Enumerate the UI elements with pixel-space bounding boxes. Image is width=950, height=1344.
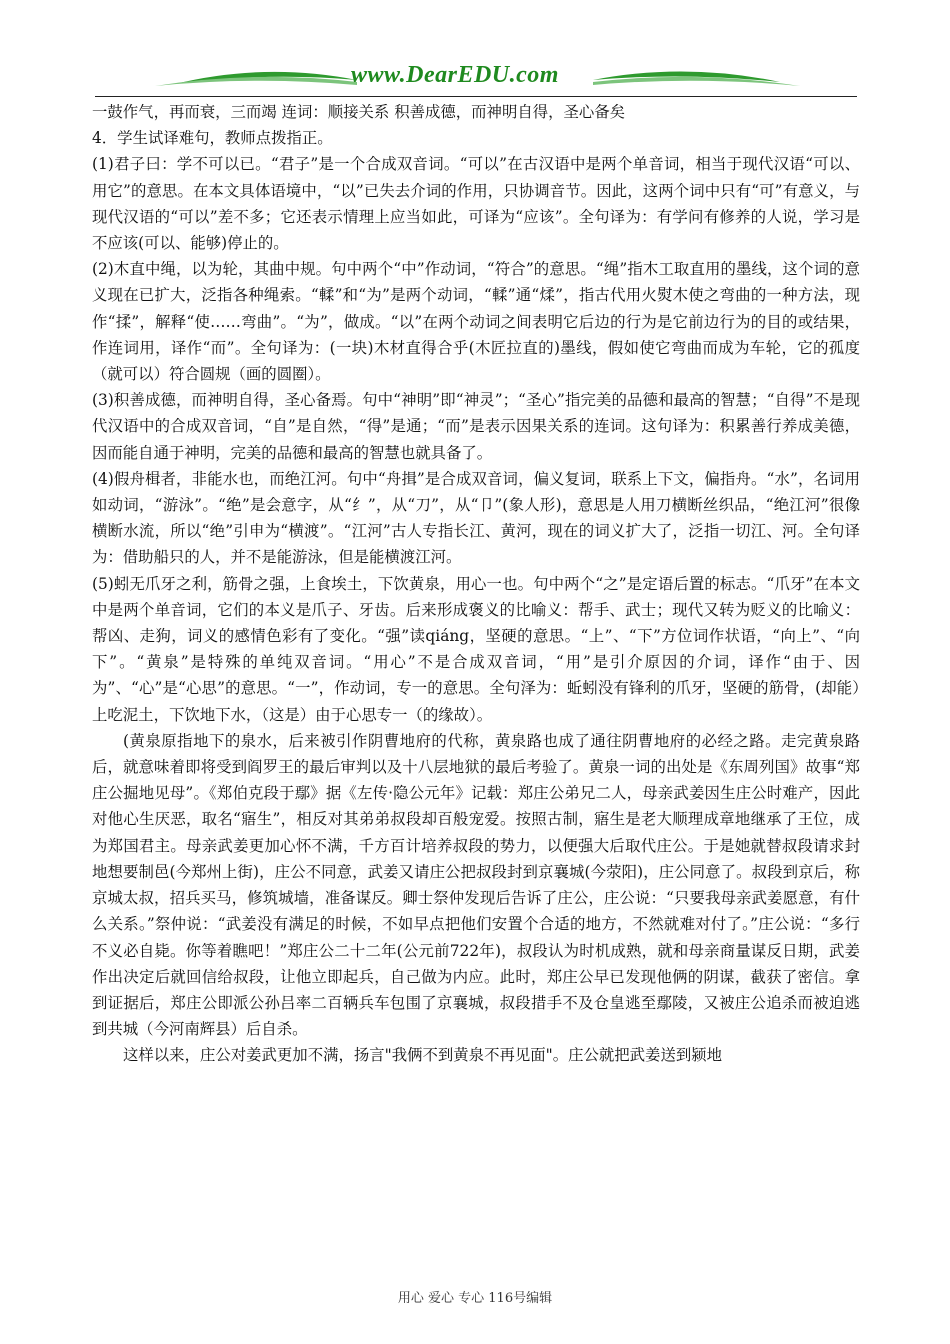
site-header — [95, 58, 857, 98]
paragraph: 一鼓作气，再而衰，三而竭 连词：顺接关系 积善成德，而神明自得，圣心备矣 — [92, 103, 626, 121]
paragraph: (黄泉原指地下的泉水，后来被引作阴曹地府的代称，黄泉路也成了通往阴曹地府的必经之路。走完黄泉路后，就意味着即将受到阎罗王的最后审判以及十八层地狱的最后考验了。黄泉一词的出处是《东周列国》故事“郑庄公掘地见母”。《郑伯克段于鄢》据《左传·隐公元年》记载：郑庄公弟兄二人，母亲武姜因生庄公时难产，因此对他心生厌恶，取名“寤生”，相反对其弟弟叔段却百般宠爱。按照古制，寤生是老大顺理成章地继承了王位，成为郑国君主。母亲武姜更加心怀不满，千方百计培养叔段的势力，以便强大后取代庄公。于是她就替叔段请求封地想要制邑(今郑州上街)，庄公不同意，武姜又请庄公把叔段封到京襄城(今荥阳)，庄公同意了。叔段到京后，称京城太叔，招兵买马，修筑城墙，准备谋反。卿士祭仲发现后告诉了庄公，庄公说：“只要我母亲武姜愿意，有什么关系。”祭仲说：“武姜没有满足的时候，不如早点把他们安置个合适的地方，不然就难对付了。”庄公说：“多行不义必自毙。你等着瞧吧！”郑庄公二十二年(公元前722年)，叔段认为时机成熟，就和母亲商量谋反日期，武姜作出决定后就回信给叔段，让他立即起兵，自己做为内应。此时，郑庄公早已发现他俩的阴谋，截获了密信。拿到证据后，郑庄公即派公孙吕率二百辆兵车包围了京襄城，叔段措手不及仓皇逃至鄢陵，又被庄公追杀而被迫逃到共城（今河南辉县）后自杀。 — [92, 731, 860, 1039]
page-footer: 用心 爱心 专心 116号编辑 — [397, 1291, 553, 1306]
paragraph: (1)君子曰：学不可以已。“君子”是一个合成双音词。“可以”在古汉语中是两个单音词，相当于现代汉语“可以、用它”的意思。在本文具体语境中，“以”已失去介词的作用，只协调音节。因此，这两个词中只有“可”有意义，与现代汉语的“可以”差不多；它还表示情理上应当如此，可译为“应该”。全句译为：有学问有修养的人说，学习是不应该(可以、能够)停止的。 — [92, 155, 860, 253]
site-logo: www.DearEDU.com — [351, 62, 559, 88]
paragraph: (4)假舟楫者，非能水也，而绝江河。句中“舟揖”是合成双音词，偏义复词，联系上下文，偏指舟。“水”，名词用如动词，“游泳”。“绝”是会意字，从“纟”，从“刀”，从“卩”(象人形)，意思是人用刀横断丝织品，“绝江河”很像横断水流，所以“绝”引申为“横渡”。“江河”古人专指长江、黄河，现在的词义扩大了，泛指一切江、河。全句译为：借助船只的人，并不是能游泳，但是能横渡江河。 — [92, 469, 860, 567]
paragraph: (5)蚓无爪牙之利，筋骨之强，上食埃土，下饮黄泉，用心一也。句中两个“之”是定语后置的标志。“爪牙”在本文中是两个单音词，它们的本义是爪子、牙齿。后来形成褒义的比喻义：帮手、武士；现代又转为贬义的比喻义：帮凶、走狗，词义的感情色彩有了变化。“强”读qiáng，坚硬的意思。“上”、“下”方位词作状语，“向上”、“向下”。“黄泉”是特殊的单纯双音词。“用心”不是合成双音词，“用”是引介原因的介词，译作“由于、因为”、“心”是“心思”的意思。“一”，作动词，专一的意思。全句泽为：蚯蚓没有锋利的爪牙，坚硬的筋骨，(却能）上吃泥土，下饮地下水，（这是）由于心思专一（的缘故）。 — [92, 574, 860, 724]
paragraph: (2)木直中绳，以为轮，其曲中规。句中两个“中”作动词，“符合”的意思。“绳”指木工取直用的墨线，这个词的意义现在已扩大，泛指各种绳索。“輮”和“为”是两个动词，“輮”通“煣”，指古代用火熨木使之弯曲的一种方法，现作“揉”，解释“使……弯曲”。“为”，做成。“以”在两个动词之间表明它后边的行为是它前边行为的目的或结果，作连词用，译作“而”。全句译为：(一块)木材直得合乎(木匠拉直的)墨线，假如使它弯曲而成为车轮，它的孤度（就可以）符合圆规（画的圆圈）。 — [92, 260, 860, 384]
paragraph: 4．学生试译难句，教师点拨指正。 — [92, 129, 333, 148]
header-rule — [95, 96, 857, 97]
paragraph: (3)积善成德，而神明自得，圣心备焉。句中“神明”即“神灵”；“圣心”指完美的品德和最高的智慧；“自得”不是现代汉语中的合成双音词，“自”是自然，“得”是通；“而”是表示因果关系的连词。这句译为：积累善行养成美德，因而能自通于神明，完美的品德和最高的智慧也就具备了。 — [92, 391, 860, 462]
paragraph: 这样以来，庄公对姜武更加不满，扬言"我俩不到黄泉不再见面"。庄公就把武姜送到颍地 — [123, 1046, 723, 1065]
document-body — [92, 99, 860, 1069]
